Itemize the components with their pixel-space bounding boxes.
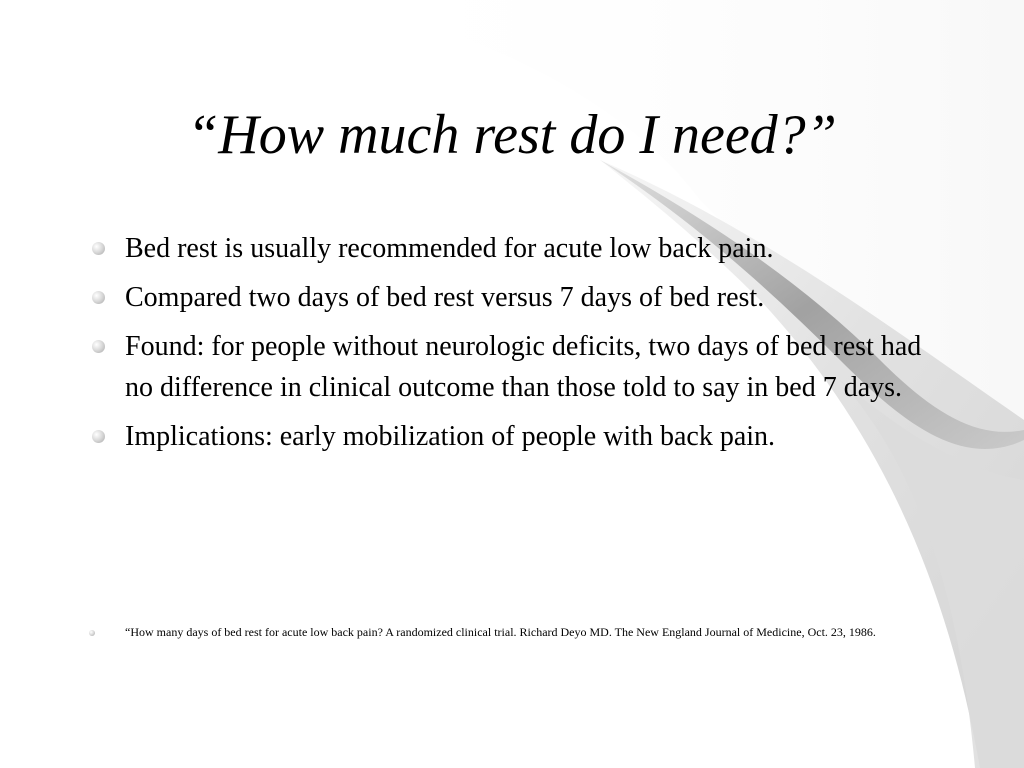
bullet-text: Compared two days of bed rest versus 7 days of bed rest.: [125, 282, 765, 313]
citation-footnote: [88, 624, 945, 641]
bullet-item: [88, 326, 948, 408]
bullet-dot-icon: [92, 291, 105, 304]
footnote-text: “How many days of bed rest for acute low back pain? A randomized clinical trial. Richard Deyo MD. The New England Journal of Medicine, Oct. 23, 1986.: [125, 625, 876, 639]
bullet-text: Found: for people without neurologic deficits, two days of bed rest had no difference in clinical outcome than those told to say in bed 7 days.: [125, 331, 922, 403]
bullet-dot-icon: [92, 242, 105, 255]
bullet-text: Bed rest is usually recommended for acute low back pain.: [125, 233, 774, 264]
footnote-dot-icon: [89, 630, 95, 636]
bullet-item: [88, 228, 948, 269]
bullet-text: Implications: early mobilization of people with back pain.: [125, 421, 776, 452]
bullet-list: [88, 228, 948, 465]
bullet-item: [88, 416, 948, 457]
slide-title: “How much rest do I need?”: [187, 104, 837, 166]
bullet-item: [88, 277, 948, 318]
bullet-dot-icon: [92, 340, 105, 353]
bullet-dot-icon: [92, 430, 105, 443]
